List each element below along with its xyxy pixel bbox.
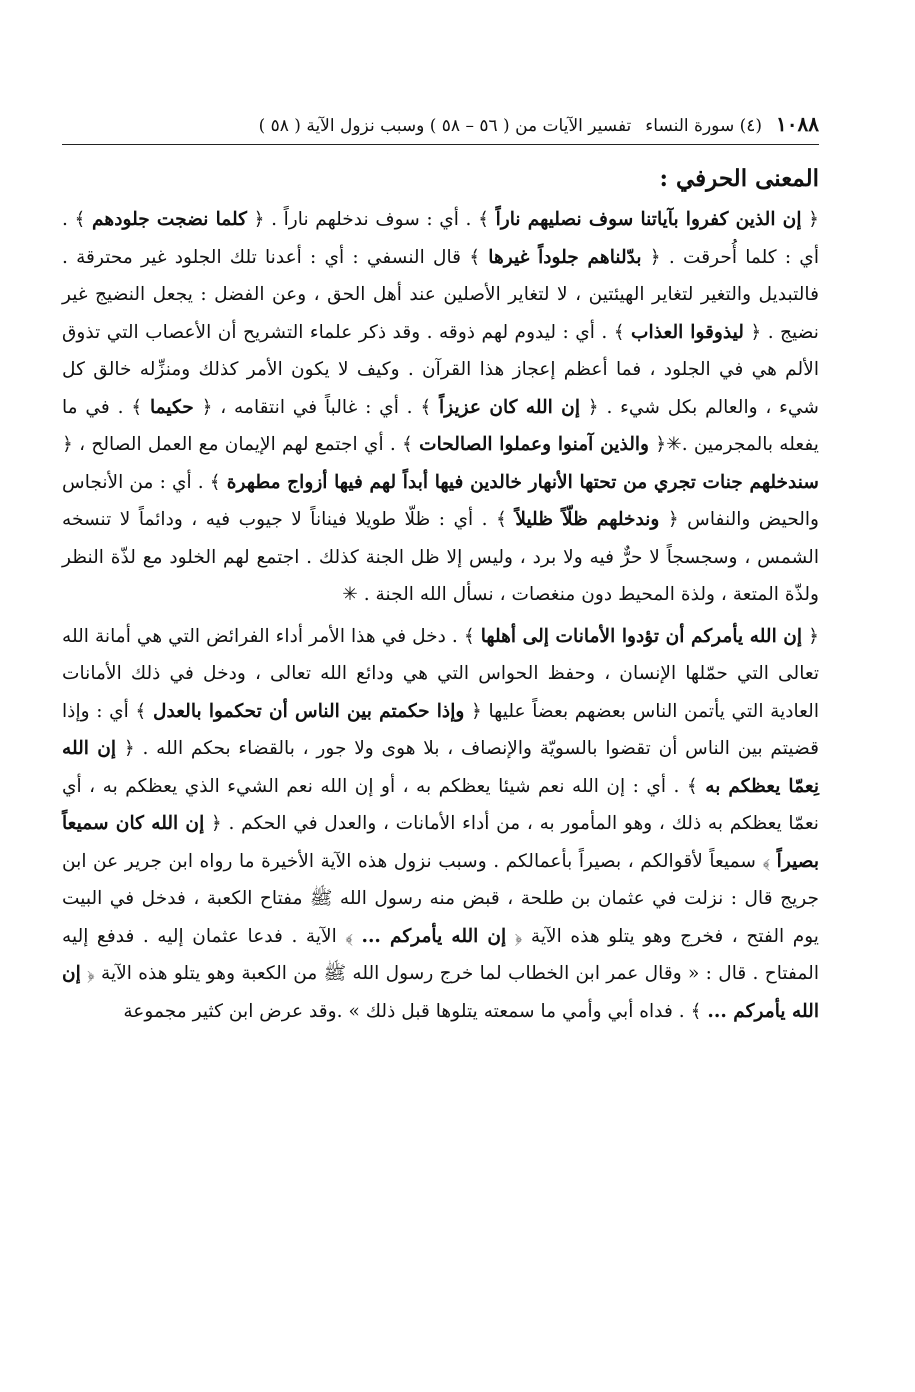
commentary-text: . أي : غالباً في انتقامه ، bbox=[212, 396, 421, 418]
commentary-text: . في ما يفعله بالمجرمين . bbox=[62, 396, 819, 455]
ornate-bracket: ﴾ bbox=[345, 925, 362, 947]
ornate-bracket: ﴿ bbox=[464, 700, 482, 722]
quran-verse-text: إن الذين كفروا بآياتنا سوف نصليهم ناراً bbox=[495, 209, 802, 230]
ornate-bracket: ﴾ bbox=[690, 1000, 708, 1022]
ornate-bracket: ﴿ bbox=[204, 813, 222, 834]
quran-verse-text: كلما نضجت جلودهم bbox=[92, 209, 248, 230]
paragraph-literal-meaning bbox=[62, 201, 819, 614]
ornate-bracket: ﴿ bbox=[506, 925, 523, 947]
quran-verse-text: بدّلناهم جلوداً غيرها bbox=[488, 246, 642, 268]
commentary-text: ✳ bbox=[666, 434, 682, 455]
ornate-bracket: ﴿ bbox=[62, 434, 73, 455]
paragraph-trusts-verse bbox=[62, 618, 819, 1031]
ornate-bracket: ﴿ bbox=[659, 509, 679, 530]
page-header bbox=[62, 112, 819, 145]
page-number: ١٠٨٨ bbox=[776, 112, 819, 136]
commentary-text: . أي : إن الله نعم شيئا يعظكم به ، أو إن الله نعم الشيء الذي يعظكم به ، أي نعمّا يعظكم به ذلك ، وهو المأمور به ، من أداء الأمانات ، والعدل في الحكم . bbox=[62, 775, 819, 834]
ornate-bracket: ﴾ bbox=[686, 775, 706, 797]
commentary-text: أي : وإذا قضيتم بين الناس أن تقضوا بالسويّة والإنصاف ، بلا هوى ولا جور ، بالقضاء بحكم الله . bbox=[62, 700, 819, 759]
ornate-bracket: ﴿ bbox=[649, 434, 667, 455]
quran-verse-text: إن الله يأمركم ... bbox=[62, 963, 819, 1022]
commentary-text: . فداه أبي وأمي ما سمعته يتلوها قبل ذلك » .وقد عرض ابن كثير مجموعة bbox=[123, 1000, 691, 1022]
ornate-bracket: ﴾ bbox=[74, 209, 93, 230]
ornate-bracket: ﴿ bbox=[247, 209, 265, 230]
ornate-bracket: ﴿ bbox=[80, 963, 95, 984]
ornate-bracket: ﴾ bbox=[613, 321, 632, 343]
quran-verse-text: إن الله كان سميعاً بصيراً bbox=[62, 813, 819, 872]
section-heading: المعنى الحرفي : bbox=[659, 165, 819, 192]
commentary-text: الآية . فدعا عثمان إليه . فدفع إليه المفتاح . قال : « وقال عمر ابن الخطاب لما خرج رسول الله ﷺ من الكعبة وهو يتلو هذه الآية bbox=[62, 925, 819, 984]
ornate-bracket: ﴿ bbox=[743, 321, 762, 343]
commentary-text: . أي : ليدوم لهم ذوقه . وقد ذكر علماء التشريح أن الأعصاب التي تذوق الألم هي في الجلود ، فما أعظم إعجاز هذا القرآن . وكيف لا يكون الأمر كذلك ومنزِّله خالق كل شيء ، والعالم بكل شيء . bbox=[62, 321, 819, 418]
quran-verse-text: ليذوقوا العذاب bbox=[631, 321, 744, 343]
quran-verse-text: وإذا حكمتم بين الناس أن تحكموا بالعدل bbox=[152, 700, 465, 722]
ornate-bracket: ﴾ bbox=[420, 396, 440, 418]
ornate-bracket: ﴾ bbox=[496, 509, 516, 530]
running-title: تفسير الآيات من ( ٥٦ – ٥٨ ) وسبب نزول الآية ( ٥٨ ) bbox=[258, 116, 632, 136]
commentary-text: . أي : ظلّا طويلا فيناناً لا جيوب فيه ، ودائماً لا تنسخه الشمس ، وسجسجاً لا حرٌّ فيه ولا برد ، وليس إلا ظل الجنة كذلك . اجتمع لهم الخلود مع لذّة النظر ولذّة المتعة ، ولذة المحيط دون منغصات ، نسأل الله الجنة . bbox=[62, 509, 819, 605]
quran-verse-text: والذين آمنوا وعملوا الصالحات bbox=[419, 434, 650, 455]
quran-verse-text: إن الله يأمركم أن تؤدوا الأمانات إلى أهلها bbox=[480, 625, 803, 647]
ornate-bracket: ﴾ bbox=[135, 700, 153, 722]
commentary-text: سميعاً لأقوالكم ، بصيراً بأعمالكم . وسبب نزول هذه الآية الأخيرة ما رواه ابن جرير عن ابن جريج قال : نزلت في عثمان بن طلحة ، قبض منه رسول الله ﷺ مفتاح الكعبة ، فدخل في البيت يوم الفتح ، فخرج وهو يتلو هذه الآية bbox=[62, 850, 820, 947]
quran-verse-text: إن الله نِعمّا يعظكم به bbox=[62, 738, 819, 797]
commentary-text: . أي : سوف ندخلهم ناراً . bbox=[264, 209, 479, 230]
ornate-bracket: ﴾ bbox=[463, 625, 481, 647]
ornate-bracket: ﴿ bbox=[802, 625, 819, 647]
commentary-text: . دخل في هذا الأمر أداء الفرائض التي هي أمانة الله تعالى التي حمّلها الإنسان ، وحفظ الحواس التي هي ودائع الله تعالى ، ودخل في ذلك الأمانات العادية التي يأتمن الناس بعضهم بعضاً عليها bbox=[62, 625, 819, 722]
ornate-bracket: ﴾ bbox=[401, 434, 420, 455]
commentary-text: ✳ bbox=[342, 584, 358, 605]
ornate-bracket: ﴾ bbox=[469, 246, 489, 268]
quran-verse-text: إن الله يأمركم ... bbox=[361, 925, 507, 947]
commentary-text: . أي : من الأنجاس والحيض والنفاس bbox=[62, 471, 820, 530]
commentary-text: . أي : كلما أُحرقت . bbox=[62, 209, 819, 268]
ornate-bracket: ﴿ bbox=[193, 396, 213, 418]
ornate-bracket: ﴾ bbox=[131, 396, 150, 418]
ornate-bracket: ﴿ bbox=[641, 246, 661, 268]
quran-verse-text: سندخلهم جنات تجري من تحتها الأنهار خالدين فيها أبداً لهم فيها أزواج مطهرة bbox=[226, 471, 819, 493]
quran-verse-text: إن الله كان عزيزاً bbox=[439, 396, 580, 418]
ornate-bracket: ﴾ bbox=[209, 471, 227, 493]
commentary-text: قال النسفي : أي : أعدنا تلك الجلود غير محترقة . فالتبديل والتغير لتغاير الهيئتين ، لا لتغاير الأصلين عند أهل الحق ، وعن الفضل : يجعل النضيج غير نضيج . bbox=[62, 246, 819, 343]
ornate-bracket: ﴿ bbox=[801, 209, 819, 230]
ornate-bracket: ﴿ bbox=[580, 396, 599, 418]
quran-verse-text: وندخلهم ظلّاً ظليلاً bbox=[515, 509, 660, 530]
quran-verse-text: حكيما bbox=[149, 396, 194, 418]
chapter-title: (٤) سورة النساء bbox=[645, 116, 763, 136]
ornate-bracket: ﴿ bbox=[116, 738, 135, 759]
ornate-bracket: ﴾ bbox=[762, 850, 777, 872]
commentary-text: . أي اجتمع لهم الإيمان مع العمل الصالح ، bbox=[72, 434, 402, 455]
ornate-bracket: ﴾ bbox=[478, 209, 496, 230]
